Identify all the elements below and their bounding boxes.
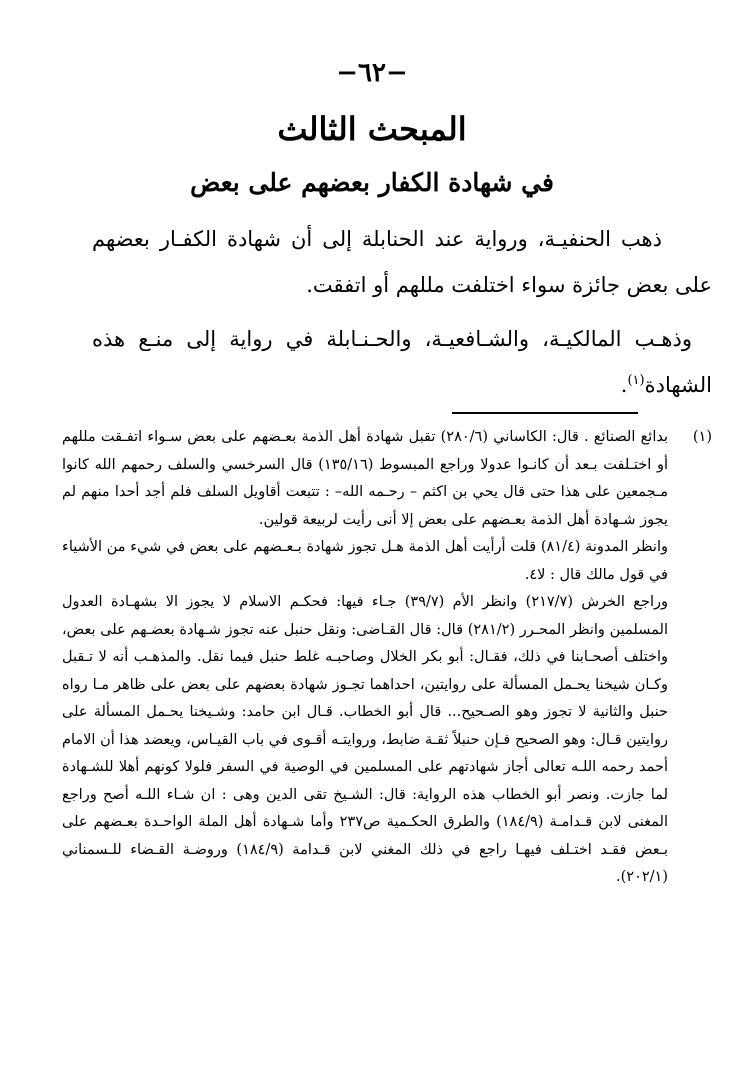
page-number: −٦٢− (336, 58, 408, 88)
footnote-number: (١) (692, 429, 712, 445)
footnote-body (62, 424, 668, 892)
body-text (92, 216, 712, 416)
paragraph-2-text: وذهـب المالكيـة، والشـافعيـة، والحـنـابلة في رواية إلى منـع هذه الشهادة (92, 327, 712, 397)
footnote-reference[interactable]: (١) (627, 373, 645, 388)
paragraph-1: ذهب الحنفيـة، ورواية عند الحنابلة إلى أن شهادة الكفـار بعضهم على بعض جائزة سواء اختلفت مللهم أو اتفقت. (92, 227, 712, 297)
paragraph-2 (92, 316, 712, 408)
footnote-paragraph-1: بدائع الصنائع . قال: الكاساني (٢٨٠/٦) تقبل شهادة أهل الذمة بعـضهم على بعض سـواء اتفـقت مللهم أو اختـلفت بـعد أن كانـوا عدولا وراجع المبسوط (١٣٥/١٦) قال السرخسي والسلف رحمهم الله كانوا مـجمعين على هذا حتى قال يحي بن اكثم – رحـمه الله– : تتبعت أقاويل السلف فلم أجد أحدا منهم لم يجوز شـهادة أهل الذمة بعـضهم على بعض إلا أنى رأيت لربيعة قولين. (62, 429, 669, 528)
footnote-row (62, 424, 712, 892)
footnote (62, 424, 712, 892)
section-title: المبحث الثالث (277, 110, 467, 148)
footnote-divider (452, 412, 638, 414)
section-subtitle: في شهادة الكفار بعضهم على بعض (190, 168, 554, 197)
footnote-paragraph-2: وانظر المدونة (٨١/٤) قلت أرأيت أهل الذمة هـل تجوز شهادة بـعـضهم على بعض في شيء من الأشياء في قول مالك قال : لا٤. (62, 539, 668, 583)
paragraph-2-end: . (620, 373, 628, 397)
footnote-paragraph-3: وراجع الخرش (٢١٧/٧) وانظر الأم (٣٩/٧) جـاء فيها: فحكـم الاسلام لا يجوز الا بشهـادة العدول المسلمين وانظر المحـرر (٢٨١/٢) قال: قال القـاضى: ونقل حنبل عنه تجوز شـهادة بعضـهم على بعض، واختلف أصحـابنا في ذلك، فقـال: أبو بكر الخلال وصاحبـه غلط حنبل فيما نقل. والمذهـب أنه لا تـقبل وكـان شيخنا يحـمل المسألة على روايتين، احداهما تجـوز شهادة بعضهم على بعض على ظاهر مـا رواه حنبل والثانية لا تجوز وهو الصـحيح... قال أبو الخطاب. قـال ابن حامد: وشـيخنا يحـمل المسألة على روايتين قـال: وهو الصحيح فـإن حنبلاً ثقـة ضابط، وروايتـه أقـوى في باب القيـاس، ويعضد هذا أن الامام أحمد رحمه اللـه تعالى أجاز شهادتهم على المسلمين في الوصية في السفر فلولا كونهم أهلا للشـهادة لما جازت. ونصر أبو الخطاب هذه الرواية: قال: الشـيخ تقى الدين وهى : ان شـاء اللـه أصح وراجع المغنى لابن قـدامـة (١٨٤/٩) والطرق الحكـمية ص٢٣٧ وأما شـهادة أهل الملة الواحـدة بعـضهم على بـعض فقـد اختـلف فيهـا راجع في ذلك المغني لابن قـدامة (١٨٤/٩) وروضـة القـضاء للـسمناني (٢٠٢/١). (62, 594, 669, 885)
